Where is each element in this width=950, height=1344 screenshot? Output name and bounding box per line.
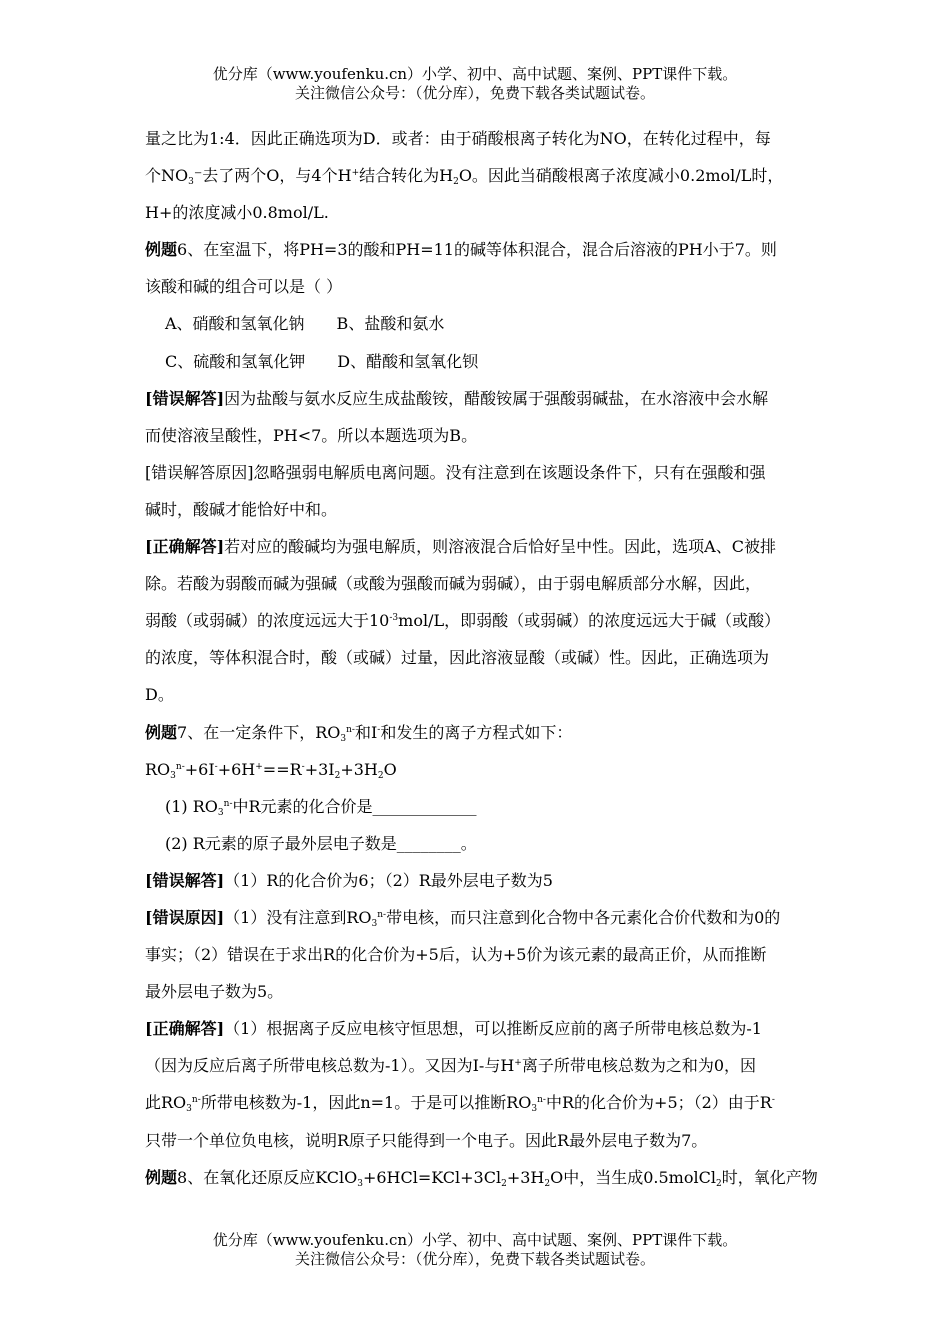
options-ab: A、硝酸和氢氧化钠 B、盐酸和氨水 — [165, 314, 445, 334]
wrong-reason: [错误原因]（1）没有注意到$RO_3^{n-}$带电核，而只注意到化合物中各元素化合价代数和为0的 — [145, 907, 781, 929]
wrong-answer-label: [错误解答] — [145, 388, 225, 408]
para-line: 只带一个单位负电核，说明R原子只能得到一个电子。因此R最外层电子数为7。 — [145, 1130, 708, 1150]
right-answer: [正确解答]若对应的酸碱均为强电解质，则溶液混合后恰好呈中性。因此，选项A、C被排 — [145, 537, 776, 557]
para-line: 碱时，酸碱才能恰好中和。 — [145, 499, 338, 519]
para-line: 个$NO_3^-$去了两个O，与4个H+结合转化为$H_2O$。因此当硝酸根离子浓度减小0.2mol/L时， — [145, 166, 784, 188]
para-line: 该酸和碱的组合可以是（ ） — [145, 277, 343, 297]
page-header — [0, 65, 950, 103]
right-answer: [正确解答]（1）根据离子反应电核守恒思想，可以推断反应前的离子所带电核总数为-1 — [145, 1019, 762, 1039]
wrong-answer-label: [错误解答] — [145, 870, 225, 890]
footer-line-1: 优分库（www.youfenku.cn）小学、初中、高中试题、案例、PPT课件下载。 — [212, 1231, 738, 1249]
example-8-question: 例题8、在氧化还原反应$KClO_3+6HCl=KCl+3Cl_2+3H_2O$中，当生成0.5molCl$_2$时，氧化产物 — [145, 1167, 818, 1189]
example-label: 例题 — [145, 722, 178, 742]
page-footer — [0, 1231, 950, 1269]
para-line: 的浓度，等体积混合时，酸（或碱）过量，因此溶液显酸（或碱）性。因此，正确选项为 — [145, 648, 770, 668]
para-line: 最外层电子数为5。 — [145, 982, 284, 1002]
sub-question-1: (1) $RO_3^{n-}$中R元素的化合价是_____________ — [165, 796, 477, 818]
document-body — [145, 120, 818, 1196]
example-label: 例题 — [145, 240, 178, 260]
ionic-equation: $RO_3^{n-}+6I^-+6H^+==R^-+3I_2+3H_2O$ — [145, 759, 397, 781]
options-cd: C、硫酸和氢氧化钾 D、醋酸和氢氧化钡 — [165, 351, 479, 371]
example-7-question: 例题7、在一定条件下，$RO_3^{n-}$和I-和发生的离子方程式如下： — [145, 722, 573, 744]
wrong-reason: [错误解答原因]忽略强弱电解质电离问题。没有注意到在该题设条件下，只有在强酸和强 — [145, 462, 766, 482]
sub-question-2: (2) R元素的原子最外层电子数是________。 — [165, 833, 477, 853]
wrong-answer: [错误解答]因为盐酸与氨水反应生成盐酸铵，醋酸铵属于强酸弱碱盐，在水溶液中会水解 — [145, 388, 769, 408]
footer-line-2: 关注微信公众号：（优分库），免费下载各类试题试卷。 — [294, 1250, 655, 1268]
right-answer-label: [正确解答] — [145, 537, 225, 557]
para-line: 此$RO_3^{n-}$所带电核数为-1，因此n=1。于是可以推断$RO_3^{n-}$中R的化合价为+5；（2）由于R- — [145, 1093, 775, 1115]
para-line: 量之比为1:4．因此正确选项为D．或者：由于硝酸根离子转化为NO，在转化过程中，每 — [145, 129, 771, 148]
example-6-question: 例题6、在室温下，将PH=3的酸和PH=11的碱等体积混合，混合后溶液的PH小于7。则 — [145, 240, 777, 260]
para-line: 除。若酸为弱酸而碱为强碱（或酸为强酸而碱为弱碱），由于弱电解质部分水解，因此， — [145, 574, 762, 594]
wrong-reason-label: [错误原因] — [145, 907, 225, 927]
header-line-1: 优分库（www.youfenku.cn）小学、初中、高中试题、案例、PPT课件下载。 — [212, 65, 738, 83]
para-line: 事实；（2）错误在于求出R的化合价为+5后，认为+5价为该元素的最高正价，从而推断 — [145, 945, 767, 965]
para-line: （因为反应后离子所带电核总数为-1）。又因为I-与H+离子所带电核总数为之和为0，因 — [145, 1056, 757, 1076]
header-line-2: 关注微信公众号：（优分库），免费下载各类试题试卷。 — [294, 84, 655, 102]
example-label: 例题 — [145, 1167, 178, 1187]
para-line: 弱酸（或弱碱）的浓度远远大于$10^{-3}mol/L$，即弱酸（或弱碱）的浓度远远大于碱（或酸） — [145, 611, 781, 631]
para-line: D。 — [145, 685, 174, 705]
para-line: 而使溶液呈酸性，PH<7。所以本题选项为B。 — [145, 425, 478, 445]
para-line: H+的浓度减小0.8mol/L. — [145, 203, 329, 223]
wrong-answer: [错误解答]（1）R的化合价为6；（2）R最外层电子数为5 — [145, 870, 553, 890]
right-answer-label: [正确解答] — [145, 1019, 225, 1039]
